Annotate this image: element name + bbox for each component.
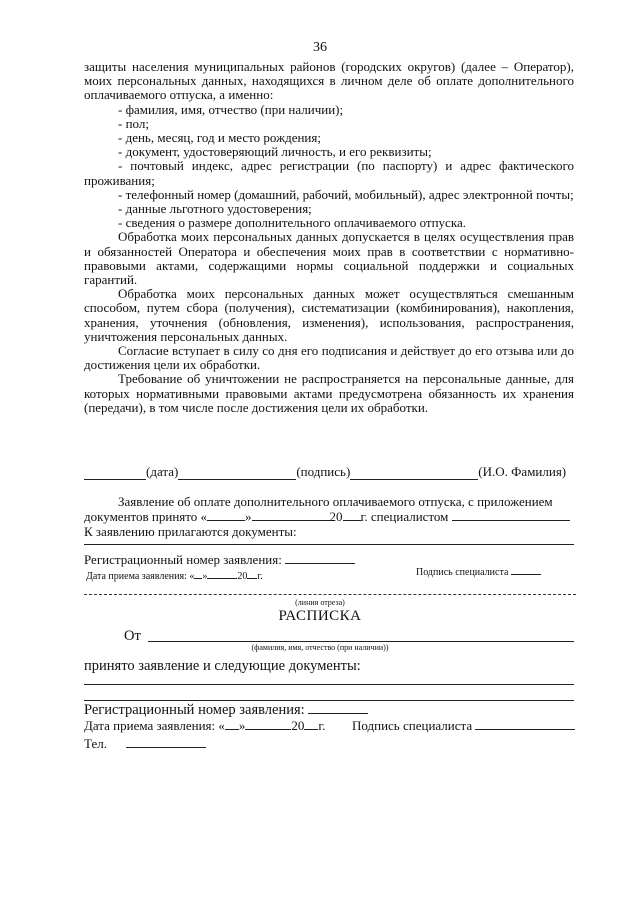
- receipt-date-row: [84, 718, 326, 734]
- receipt-from-field[interactable]: [148, 641, 574, 642]
- attached-docs-line[interactable]: [84, 544, 574, 545]
- receipt-date-text: Дата приема заявления: «: [84, 718, 225, 733]
- accept-month-field[interactable]: [252, 509, 330, 521]
- acceptance-text: »: [245, 509, 252, 524]
- acceptance-line1: Заявление об оплате дополнительного оплачиваемого отпуска, с приложением: [118, 494, 553, 509]
- specialist-sign-label: Подпись специалиста: [416, 567, 509, 578]
- receipt-from-label: От: [124, 628, 141, 644]
- acceptance-text: документов принято «: [84, 509, 208, 524]
- consent-paragraph: Согласие вступает в силу со дня его подписания и действует до его отзыва или до достижения цели их обработки.: [84, 343, 574, 373]
- receipt-specialist-row: [352, 718, 575, 734]
- receipt-phone-row: [84, 736, 206, 752]
- consent-item: - почтовый индекс, адрес регистрации (по паспорту) и адрес фактического проживания;: [84, 158, 574, 188]
- accept-date-row: [86, 569, 263, 582]
- receipt-reg-number-row: [84, 702, 368, 719]
- consent-item: - телефонный номер (домашний, рабочий, мобильный), адрес электронной почты;: [118, 186, 574, 202]
- receipt-from-caption: (фамилия, имя, отчество (при наличии)): [251, 643, 389, 652]
- accept-date-month-field[interactable]: [207, 569, 237, 579]
- name-field[interactable]: [350, 467, 478, 480]
- receipt-date-month-field[interactable]: [245, 718, 291, 730]
- receipt-docs-line-1[interactable]: [84, 684, 574, 685]
- cut-line: [84, 594, 576, 595]
- accept-year-field[interactable]: [343, 509, 361, 521]
- receipt-date-text: 20: [291, 718, 305, 733]
- receipt-date-day-field[interactable]: [225, 718, 239, 730]
- receipt-reg-number-label: Регистрационный номер заявления:: [84, 702, 305, 718]
- page-number: 36: [313, 40, 327, 55]
- reg-number-row: [84, 552, 355, 568]
- acceptance-line2: [84, 509, 570, 525]
- consent-paragraph: Обработка моих персональных данных может осуществляться смешанным способом, путем сбора (получения), систематизации (комбинирования), накопления, хранения, уточнения (обновления, изменения), использования, распространения, уничтожения персональных данных.: [84, 286, 574, 344]
- consent-item: - сведения о размере дополнительного оплачиваемого отпуска.: [118, 215, 466, 231]
- consent-item: - данные льготного удостоверения;: [118, 201, 312, 217]
- specialist-sign-row: [416, 565, 541, 578]
- consent-body: [84, 60, 574, 415]
- accept-date-text: г.: [257, 571, 263, 582]
- date-field[interactable]: [84, 467, 146, 480]
- receipt-specialist-field[interactable]: [475, 718, 575, 730]
- receipt-docs-line-2[interactable]: [84, 700, 574, 701]
- accept-date-text: »: [202, 571, 208, 582]
- receipt-phone-field[interactable]: [126, 736, 206, 748]
- receipt-title: РАСПИСКА: [278, 608, 362, 624]
- accept-date-text: Дата приема заявления: «: [86, 571, 195, 582]
- accept-day-field[interactable]: [207, 509, 245, 521]
- receipt-accepted-label: принято заявление и следующие документы:: [84, 658, 361, 674]
- accept-date-text: 20: [237, 571, 248, 582]
- cut-line-caption: (линия отреза): [295, 598, 345, 607]
- receipt-phone-label: Тел.: [84, 736, 107, 751]
- reg-number-label: Регистрационный номер заявления:: [84, 552, 282, 567]
- receipt-date-text: »: [238, 718, 246, 733]
- signature-caption: (подпись): [296, 464, 351, 479]
- consent-item: - день, месяц, год и место рождения;: [118, 130, 321, 146]
- date-caption: (дата): [146, 464, 179, 479]
- signature-row: [84, 464, 574, 480]
- receipt-date-text: г.: [318, 718, 326, 733]
- specialist-name-field[interactable]: [452, 509, 570, 521]
- consent-paragraph: Обработка моих персональных данных допускается в целях осуществления прав и обязанностей Оператора и обеспечения моих прав в соответствии с нормативно-правовыми актами, содержащими нормы социальной поддержки и социальных гарантий.: [84, 229, 574, 288]
- attached-docs-label: К заявлению прилагаются документы:: [84, 524, 297, 539]
- reg-number-field[interactable]: [285, 552, 355, 564]
- consent-item: - пол;: [118, 115, 149, 131]
- acceptance-text: 20: [329, 509, 343, 524]
- accept-date-year-field[interactable]: [247, 569, 257, 579]
- consent-intro: защиты населения муниципальных районов (городских округов) (далее – Оператор), моих персональных данных, находящихся в личном деле об оплате дополнительного оплачиваемого отпуска, а именно:: [84, 59, 574, 103]
- receipt-date-year-field[interactable]: [304, 718, 318, 730]
- name-caption: (И.О. Фамилия): [478, 464, 567, 479]
- acceptance-text: г. специалистом: [360, 509, 449, 524]
- consent-item: - документ, удостоверяющий личность, и его реквизиты;: [118, 144, 432, 160]
- receipt-specialist-label: Подпись специалиста: [352, 718, 473, 733]
- receipt-reg-number-field[interactable]: [308, 702, 368, 714]
- specialist-sign-field[interactable]: [511, 565, 541, 575]
- consent-item: - фамилия, имя, отчество (при наличии);: [118, 101, 344, 117]
- consent-paragraph: Требование об уничтожении не распространяется на персональные данные, для которых нормативными правовыми актами предусмотрена обязанность их хранения (передачи), в том числе после достижения цели их обработки.: [84, 371, 574, 415]
- signature-field[interactable]: [178, 467, 296, 480]
